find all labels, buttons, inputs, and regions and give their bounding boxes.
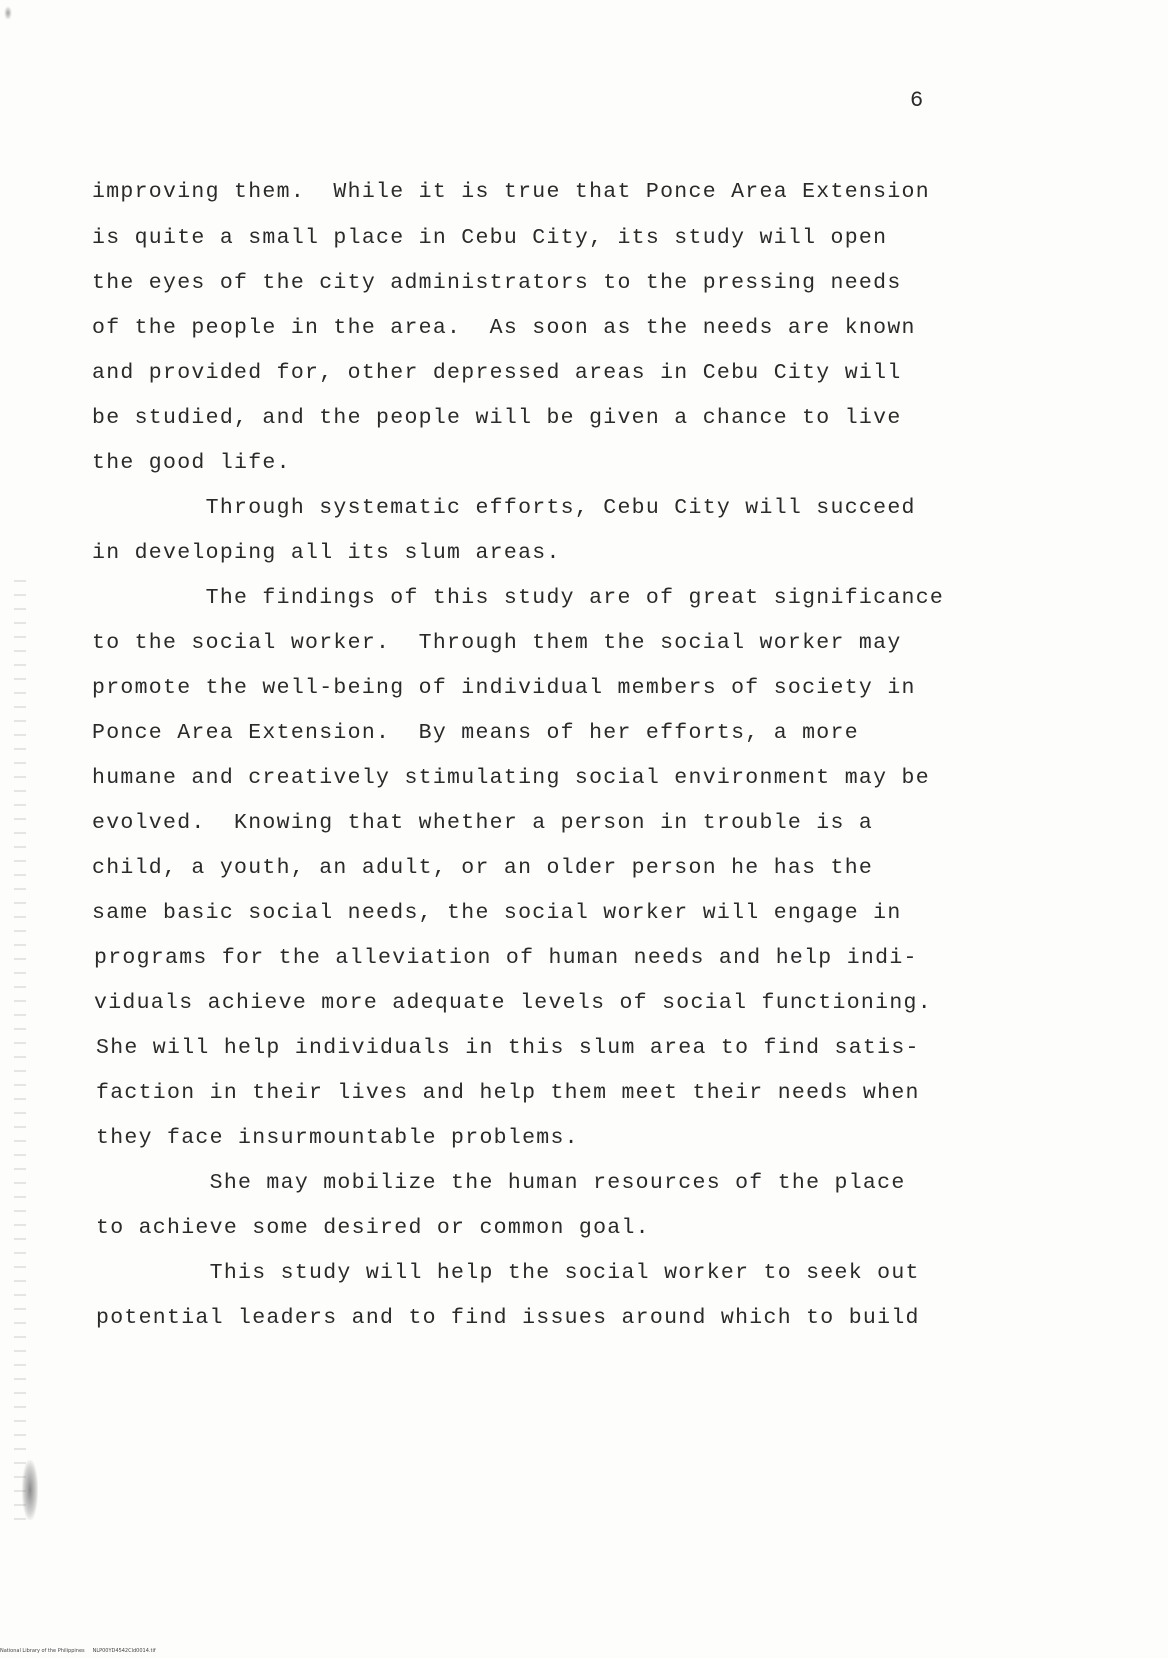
text-line: and provided for, other depressed areas in Cebu City will xyxy=(92,361,902,385)
text-line: The findings of this study are of great significance xyxy=(92,586,945,610)
text-line: child, a youth, an adult, or an older person he has the xyxy=(92,856,874,880)
text-line: programs for the alleviation of human needs and help indi- xyxy=(94,946,918,970)
text-line: the eyes of the city administrators to the pressing needs xyxy=(92,271,902,295)
text-line: be studied, and the people will be given a chance to live xyxy=(92,406,902,430)
text-line: She may mobilize the human resources of the place xyxy=(96,1171,906,1195)
text-line: This study will help the social worker to seek out xyxy=(96,1261,920,1285)
page-number: 6 xyxy=(910,88,925,113)
text-line: evolved. Knowing that whether a person in trouble is a xyxy=(92,811,874,835)
text-line: to achieve some desired or common goal. xyxy=(96,1216,650,1240)
scan-speck xyxy=(4,6,12,20)
text-line: She will help individuals in this slum area to find satis- xyxy=(96,1036,920,1060)
text-line: promote the well-being of individual members of society in xyxy=(92,676,916,700)
text-line: in developing all its slum areas. xyxy=(92,541,561,565)
scan-footer: National Library of the Philippines NLP00YD4542Cld0014.tif xyxy=(0,1648,156,1654)
scan-margin-mark xyxy=(22,1460,38,1520)
text-line: the good life. xyxy=(92,451,291,475)
text-line: improving them. While it is true that Ponce Area Extension xyxy=(92,180,930,204)
text-line: faction in their lives and help them meet their needs when xyxy=(96,1081,920,1105)
scan-margin-noise xyxy=(14,580,26,1530)
text-line: potential leaders and to find issues around which to build xyxy=(96,1306,920,1330)
text-line: Ponce Area Extension. By means of her efforts, a more xyxy=(92,721,859,745)
text-line: humane and creatively stimulating social environment may be xyxy=(92,766,930,790)
text-line: of the people in the area. As soon as the needs are known xyxy=(92,316,916,340)
text-line: same basic social needs, the social worker will engage in xyxy=(92,901,902,925)
text-line: is quite a small place in Cebu City, its study will open xyxy=(92,226,888,250)
text-line: Through systematic efforts, Cebu City will succeed xyxy=(92,496,916,520)
text-line: viduals achieve more adequate levels of social functioning. xyxy=(94,991,932,1015)
text-line: they face insurmountable problems. xyxy=(96,1126,579,1150)
text-line: to the social worker. Through them the social worker may xyxy=(92,631,902,655)
